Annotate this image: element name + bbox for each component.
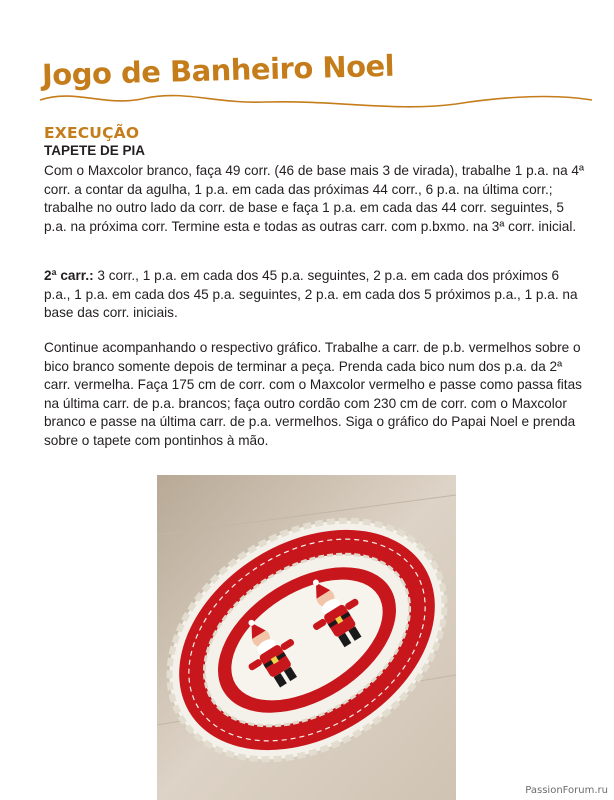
instruction-paragraph-1: Com o Maxcolor branco, faça 49 corr. (46 de base mais 3 de virada), trabalhe 1 p.a. na 4ª corr. a contar da agulha, 1 p.a. em cada das próximas 44 corr., 6 p.a. na última corr.; trabalhe no outro lado da corr. de base e faça 1 p.a. em cada das 44 corr. seguintes, 5 p.a. na próxima corr. Termine esta e todas as outras carr. com p.bxmo. na 3ª corr. inicial. — [44, 163, 585, 234]
round-text: 3 corr., 1 p.a. em cada dos 45 p.a. seguintes, 2 p.a. em cada dos próximos 6 p.a., 1 p.a. em cada dos 45 p.a. seguintes, 2 p.a. em cada dos 5 próximos p.a., 1 p.a. na base das corr. iniciais. — [44, 268, 578, 320]
page-title: Jogo de Banheiro Noel — [41, 48, 395, 92]
sub-heading: TAPETE DE PIA — [44, 143, 146, 158]
title-underline-swoosh — [36, 82, 596, 122]
instruction-paragraph-3: Continue acompanhando o respectivo gráfico. Trabalhe a carr. de p.b. vermelhos sobre o bico branco somente depois de terminar a peça. Prenda cada bico num dos p.a. da 2ª carr. vermelha. Faça 175 cm de corr. com o Maxcolor vermelho e passe como passa fitas na última carr. de p.a. brancos; faça outro cordão com 230 cm de corr. com o Maxcolor branco e passe na última carr. de p.a. vermelhos. Siga o gráfico do Papai Noel e prenda sobre o tapete com pontinhos à mão. — [44, 340, 582, 448]
instruction-paragraph-2 — [44, 267, 584, 323]
section-heading: EXECUÇÃO — [44, 124, 140, 142]
watermark: PassionForum.ru — [525, 785, 608, 796]
rug-photo-illustration — [157, 475, 456, 800]
round-label: 2ª carr.: — [44, 268, 94, 283]
rug-photo — [157, 475, 456, 800]
